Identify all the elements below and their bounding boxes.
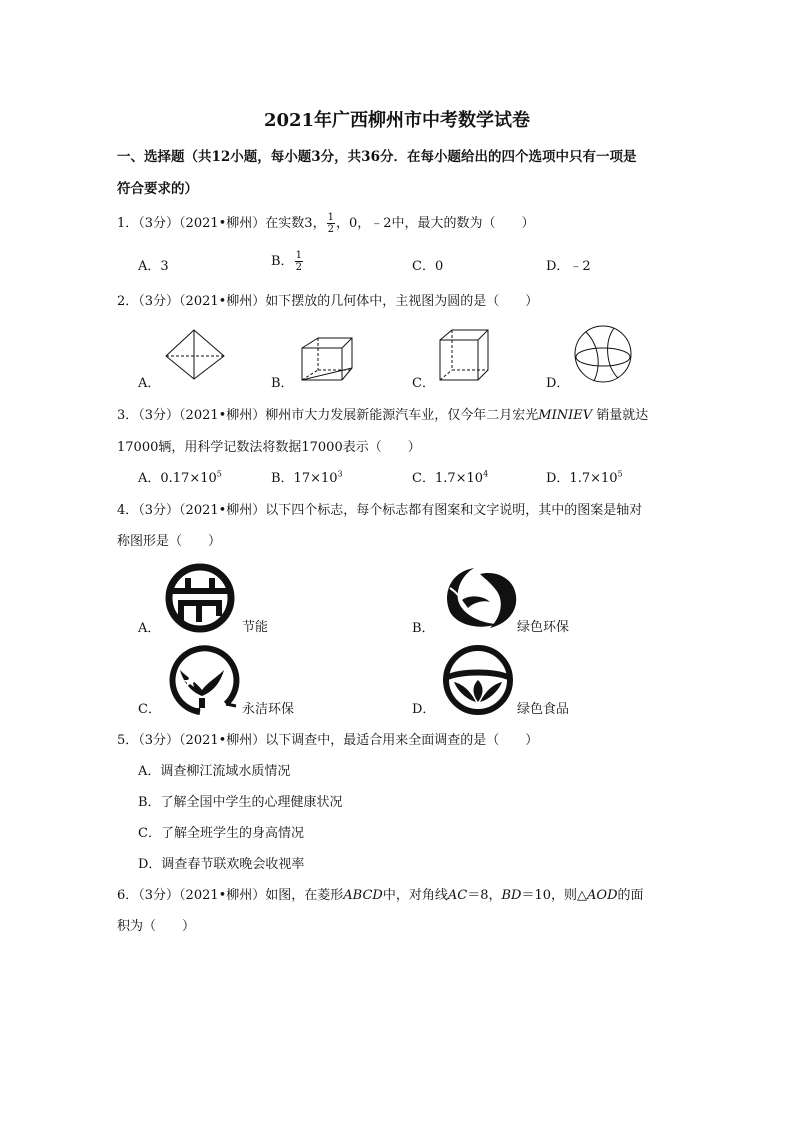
clean-environment-logo — [164, 646, 242, 718]
question-5: 5．（3分）（2021•柳州）以下调查中，最适合用来全面调查的是（ ） — [117, 733, 539, 748]
energy-saving-logo — [162, 562, 240, 636]
q6-var-ac: AC — [447, 888, 468, 903]
question-6-line1 — [117, 884, 644, 903]
q6-var-aod: AOD — [587, 888, 618, 903]
cube-figure — [436, 326, 492, 384]
page-title: 2021年广西柳州市中考数学试卷 — [263, 110, 531, 131]
q4-option-d[interactable]: D． — [412, 702, 436, 717]
q1-frac-den: 2 — [327, 224, 334, 235]
q4-option-a[interactable]: A． — [138, 621, 161, 636]
question-4-line1: 4．（3分）（2021•柳州）以下四个标志，每个标志都有图案和文字说明，其中的图案是轴对 — [117, 503, 643, 518]
q3-a-exp: 5 — [216, 469, 222, 479]
q6-text-mid1: 中，对角线 — [382, 888, 448, 903]
q3-c-base: C．1.7×10 — [412, 471, 484, 486]
question-4-line2: 称图形是（ ） — [117, 534, 222, 549]
q5-option-c[interactable]: C．了解全班学生的身高情况 — [138, 826, 304, 841]
logo-c-caption: 永洁环保 — [242, 702, 295, 717]
q3-text-post: 销量就达 — [596, 408, 649, 423]
logo-a-caption: 节能 — [242, 620, 269, 635]
green-food-logo — [440, 644, 516, 716]
q2-option-a[interactable]: A． — [138, 376, 161, 391]
q1-option-c[interactable]: C．0 — [412, 259, 444, 274]
q3-b-exp: 3 — [337, 469, 343, 479]
q1-option-b-fraction — [295, 250, 303, 273]
q3-option-c[interactable] — [412, 467, 488, 486]
q2-option-d[interactable]: D． — [546, 376, 570, 391]
q3-option-a[interactable] — [138, 467, 222, 486]
q2-option-c[interactable]: C． — [412, 376, 435, 391]
q6-text-mid2: ＝8， — [467, 888, 502, 903]
q6-var-abcd: ABCD — [343, 888, 383, 903]
q1-fraction — [327, 212, 335, 235]
q1-suffix: ，0，﹣2中，最大的数为（ ） — [335, 216, 535, 231]
logo-b-caption: 绿色环保 — [517, 620, 570, 635]
q1-option-b-label: B． — [271, 254, 294, 269]
pyramid-figure — [160, 328, 230, 382]
green-environment-logo — [440, 566, 520, 632]
question-3-line1 — [117, 404, 648, 423]
q4-option-b[interactable]: B． — [412, 621, 435, 636]
q6-text-mid3: ＝10，则△ — [521, 888, 588, 903]
logo-d-caption: 绿色食品 — [517, 702, 570, 717]
question-1 — [117, 212, 535, 235]
q3-brand: MINIEV — [538, 408, 593, 423]
q3-option-d[interactable] — [546, 467, 623, 486]
q3-a-base: A．0.17×10 — [138, 471, 217, 486]
sphere-figure — [572, 324, 634, 384]
section-heading-line1: 一、选择题（共12小题，每小题3分，共36分．在每小题给出的四个选项中只有一项是 — [117, 149, 637, 165]
q3-d-exp: 5 — [617, 469, 623, 479]
q3-option-b[interactable] — [271, 467, 343, 486]
q1-b-den: 2 — [295, 262, 302, 273]
q3-text-pre: 3．（3分）（2021•柳州）柳州市大力发展新能源汽车业，仅今年二月宏光 — [117, 408, 539, 423]
q1-b-num: 1 — [295, 250, 302, 261]
q1-frac-num: 1 — [327, 212, 334, 223]
q5-option-d[interactable]: D．调查春节联欢晚会收视率 — [138, 857, 305, 872]
q1-option-d[interactable]: D．﹣2 — [546, 259, 591, 274]
question-3-line2: 17000辆，用科学记数法将数据17000表示（ ） — [117, 440, 421, 455]
q6-text-pre: 6．（3分）（2021•柳州）如图，在菱形 — [117, 888, 344, 903]
q5-option-b[interactable]: B．了解全国中学生的心理健康状况 — [138, 795, 343, 810]
q1-option-a[interactable]: A．3 — [138, 259, 169, 274]
q1-option-b[interactable] — [271, 250, 304, 273]
q2-option-b[interactable]: B． — [271, 376, 294, 391]
triangular-prism-figure — [296, 332, 358, 384]
section-heading-line2: 符合要求的） — [117, 181, 198, 197]
q1-prefix: 1．（3分）（2021•柳州）在实数3， — [117, 216, 326, 231]
q6-text-post: 的面 — [617, 888, 644, 903]
question-2: 2．（3分）（2021•柳州）如下摆放的几何体中，主视图为圆的是（ ） — [117, 294, 539, 309]
q3-d-base: D．1.7×10 — [546, 471, 618, 486]
q4-option-c[interactable]: C． — [138, 702, 161, 717]
q5-option-a[interactable]: A．调查柳江流域水质情况 — [138, 764, 291, 779]
q3-c-exp: 4 — [483, 469, 489, 479]
question-6-line2: 积为（ ） — [117, 919, 196, 934]
q6-var-bd: BD — [501, 888, 522, 903]
q3-b-base: B．17×10 — [271, 471, 338, 486]
